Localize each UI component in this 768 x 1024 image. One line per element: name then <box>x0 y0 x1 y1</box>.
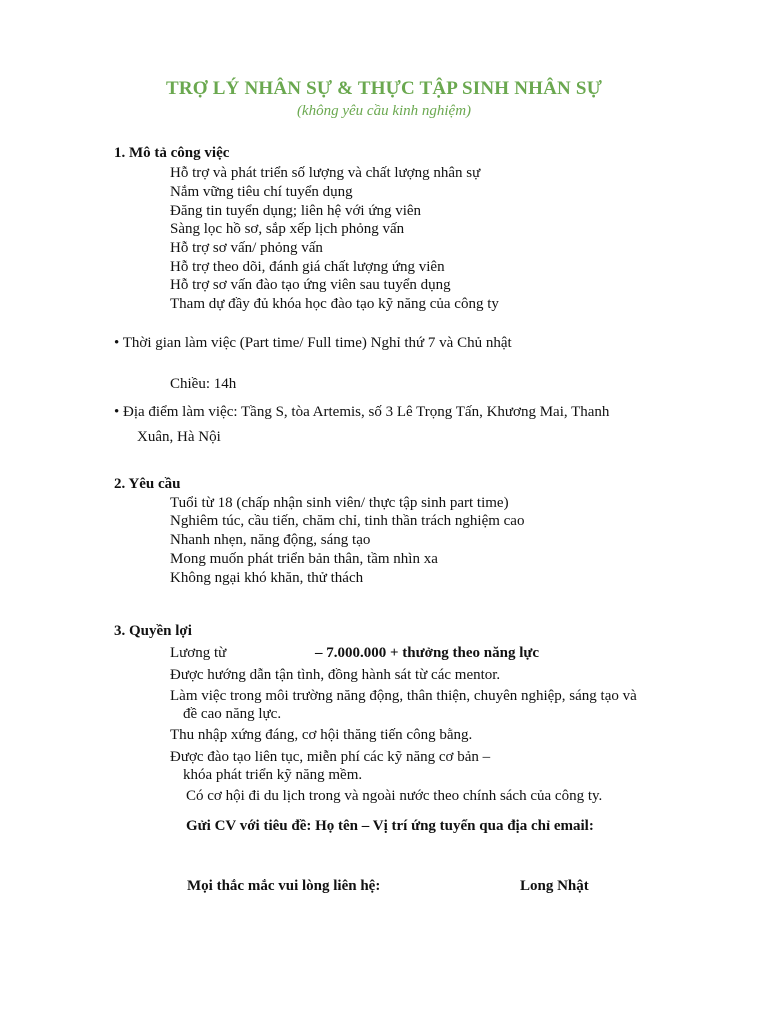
list-item: Nghiêm túc, cầu tiến, chăm chỉ, tinh thần trách nghiệm cao <box>170 513 525 529</box>
document-title: TRỢ LÝ NHÂN SỰ & THỰC TẬP SINH NHÂN SỰ <box>165 78 603 99</box>
list-item: Đăng tin tuyển dụng; liên hệ với ứng viên <box>170 203 422 219</box>
section-heading-job-description: 1. Mô tả công việc <box>114 145 230 161</box>
benefit-item: Thu nhập xứng đáng, cơ hội thăng tiến công bằng. <box>170 727 473 743</box>
send-cv-instruction: Gửi CV với tiêu đề: Họ tên – Vị trí ứng tuyển qua địa chỉ email: <box>186 818 594 834</box>
list-item: Nắm vững tiêu chí tuyển dụng <box>170 184 353 200</box>
list-item: Tuổi từ 18 (chấp nhận sinh viên/ thực tập sinh part time) <box>170 495 509 511</box>
salary-label: Lương từ <box>170 645 227 661</box>
section-heading-requirements: 2. Yêu cầu <box>114 476 181 492</box>
afternoon-time: Chiều: 14h <box>170 376 237 392</box>
list-item: Hỗ trợ và phát triển số lượng và chất lượng nhân sự <box>170 165 481 181</box>
benefit-item-continued: khóa phát triển kỹ năng mềm. <box>183 767 363 783</box>
list-item: Hỗ trợ sơ vấn đào tạo ứng viên sau tuyển dụng <box>170 277 451 293</box>
work-location-line: • Địa điểm làm việc: Tầng S, tòa Artemis, số 3 Lê Trọng Tấn, Khương Mai, Thanh <box>114 404 610 420</box>
benefit-item: Có cơ hội đi du lịch trong và ngoài nước theo chính sách của công ty. <box>186 788 603 804</box>
document-subtitle: (không yêu cầu kinh nghiệm) <box>296 103 472 119</box>
work-time-line: • Thời gian làm việc (Part time/ Full time) Nghỉ thứ 7 và Chủ nhật <box>114 335 512 351</box>
contact-name: Long Nhật <box>520 878 589 894</box>
work-location-line-continued: Xuân, Hà Nội <box>137 429 221 445</box>
list-item: Hỗ trợ theo dõi, đánh giá chất lượng ứng viên <box>170 259 445 275</box>
list-item: Không ngại khó khăn, thử thách <box>170 570 364 586</box>
list-item: Mong muốn phát triển bản thân, tầm nhìn xa <box>170 551 438 567</box>
benefit-item-continued: đề cao năng lực. <box>183 706 282 722</box>
section-heading-benefits: 3. Quyền lợi <box>114 623 192 639</box>
list-item: Nhanh nhẹn, năng động, sáng tạo <box>170 532 371 548</box>
list-item: Hỗ trợ sơ vấn/ phỏng vấn <box>170 240 323 256</box>
benefit-item: Được hướng dẫn tận tình, đồng hành sát từ các mentor. <box>170 667 501 683</box>
salary-value: – 7.000.000 + thưởng theo năng lực <box>315 645 540 661</box>
benefit-item: Làm việc trong môi trường năng động, thân thiện, chuyên nghiệp, sáng tạo và <box>170 688 637 704</box>
list-item: Tham dự đầy đủ khóa học đào tạo kỹ năng của công ty <box>170 296 499 312</box>
benefit-item: Được đào tạo liên tục, miễn phí các kỹ năng cơ bản – <box>170 749 491 765</box>
contact-label: Mọi thắc mắc vui lòng liên hệ: <box>187 878 381 894</box>
list-item: Sàng lọc hồ sơ, sắp xếp lịch phỏng vấn <box>170 221 405 237</box>
